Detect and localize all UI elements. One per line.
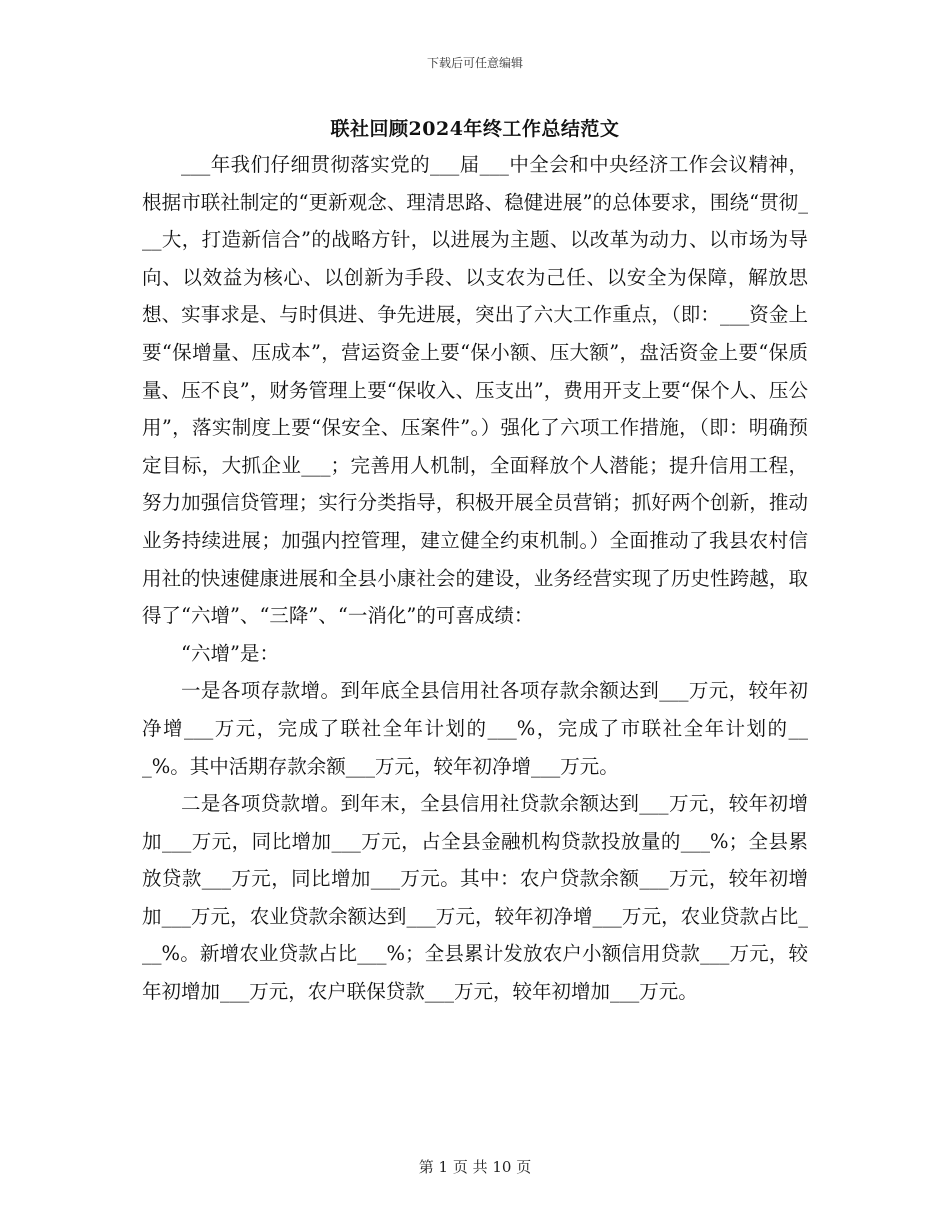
document-title: 联社回顾2024年终工作总结范文	[330, 118, 620, 140]
paragraph-deposits: 一是各项存款增。到年底全县信用社各项存款余额达到___万元，较年初净增___万元，完成了联社全年计划的___%，完成了市联社全年计划的___%。其中活期存款余额___万元，较年初净增___万元。	[142, 679, 808, 778]
page-footer: 第 1 页 共 10 页	[418, 1158, 532, 1176]
paragraph-six-increases-heading: “六增”是：	[181, 641, 279, 665]
document-body	[142, 146, 808, 1011]
paragraph-loans: 二是各项贷款增。到年末，全县信用社贷款余额达到___万元，较年初增加___万元，同比增加___万元，占全县金融机构贷款投放量的___%；全县累放贷款___万元，同比增加___万元。其中：农户贷款余额___万元，较年初增加___万元，农业贷款余额达到___万元，较年初净增___万元，农业贷款占比___%。新增农业贷款占比___%；全县累计发放农户小额信用贷款___万元，较年初增加___万元，农户联保贷款___万元，较年初增加___万元。	[142, 792, 808, 1004]
header-note: 下载后可任意编辑	[426, 56, 523, 70]
paragraph-intro: ___年我们仔细贯彻落实党的___届___中全会和中央经济工作会议精神，根据市联社制定的“更新观念、理清思路、稳健进展”的总体要求，围绕“贯彻___大，打造新信合”的战略方针，以进展为主题、以改革为动力、以市场为导向、以效益为核心、以创新为手段、以支农为己任、以安全为保障，解放思想、实事求是、与时俱进、争先进展，突出了六大工作重点，（即：___资金上要“保增量、压成本”，营运资金上要“保小额、压大额”，盘活资金上要“保质量、压不良”，财务管理上要“保收入、压支出”，费用开支上要“保个人、压公用”，落实制度上要“保安全、压案件”。）强化了六项工作措施，（即：明确预定目标，大抓企业___；完善用人机制，全面释放个人潜能；提升信用工程，努力加强信贷管理；实行分类指导，积极开展全员营销；抓好两个创新，推动业务持续进展；加强内控管理，建立健全约束机制。）全面推动了我县农村信用社的快速健康进展和全县小康社会的建设，业务经营实现了历史性跨越，取得了“六增”、“三降”、“一消化”的可喜成绩：	[142, 153, 808, 628]
